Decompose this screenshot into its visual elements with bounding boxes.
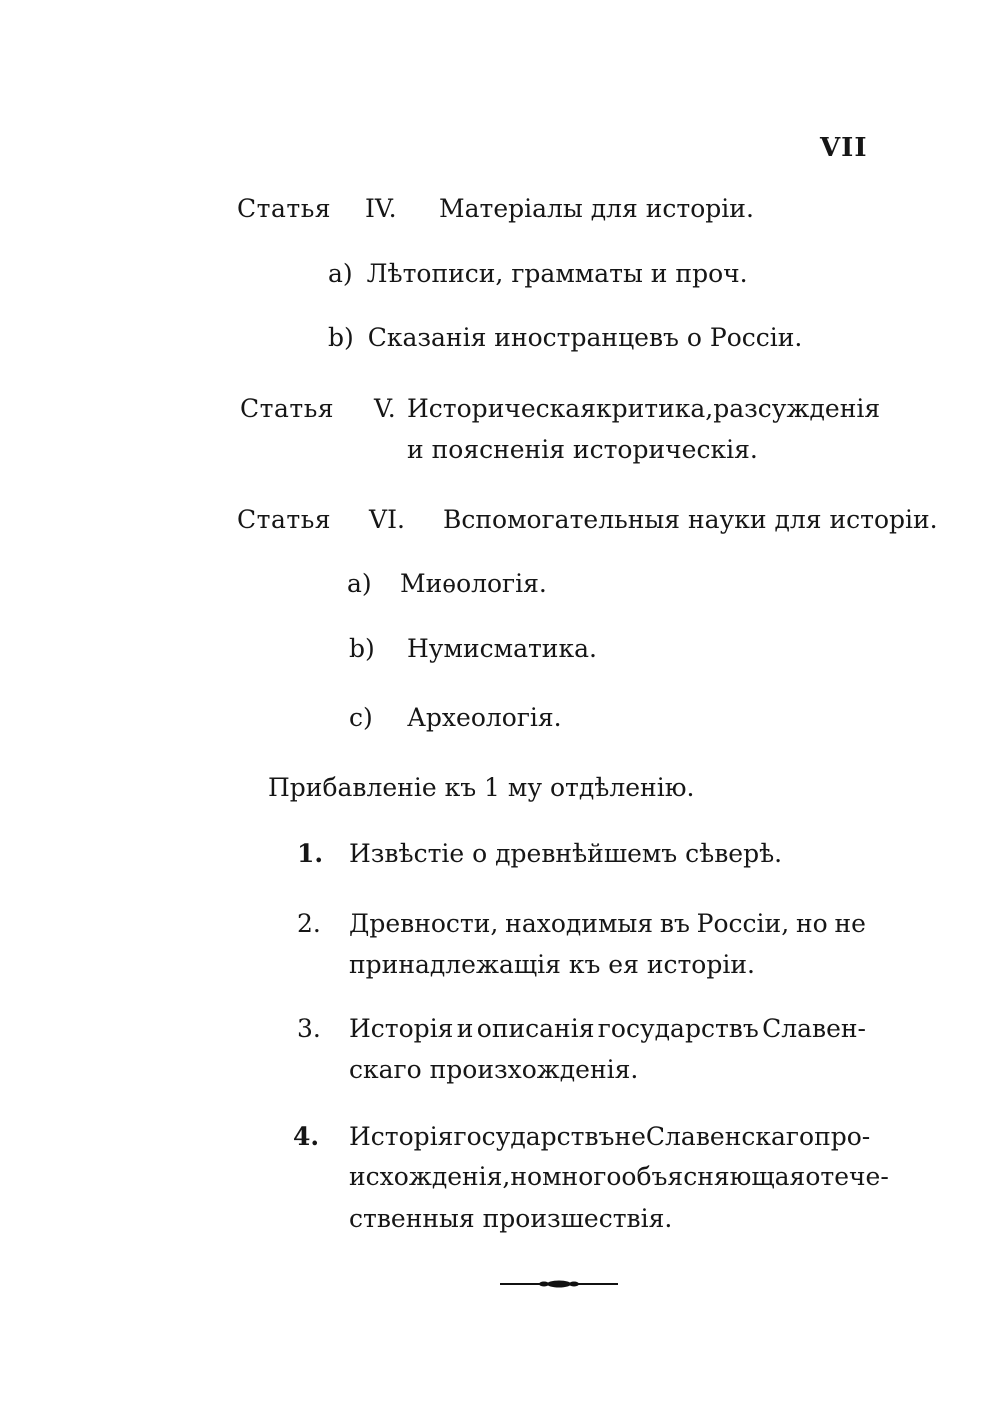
word: объясняющая [621,1162,806,1191]
list-item [328,323,802,353]
appendix-item-number: 1. [297,839,324,868]
item-marker: c) [349,703,373,732]
word: Историческая [407,394,596,423]
appendix-item-text-line3: ственныя произшествія. [349,1204,673,1233]
article-numeral: IV. [365,194,397,223]
article-label: Статья [237,194,332,223]
item-text: Сказанія иностранцевъ о Россіи. [367,323,803,352]
article-v-title-line2: и поясненія историческія. [407,435,758,464]
list-item [349,634,597,664]
word: Исторія [349,1122,454,1151]
item-text: Археологія. [407,703,562,732]
word: Исторія [349,1014,454,1043]
appendix-item-number: 3. [297,1014,321,1043]
appendix-item-text-line1 [349,1122,871,1152]
article-label: Статья [237,505,332,534]
word: государствъ [597,1014,759,1043]
list-item [328,259,748,289]
appendix-item-number: 2. [297,909,321,938]
list-item [347,569,547,599]
word: описанія [476,1014,595,1043]
article-v-title-line1 [407,394,881,424]
word: много [542,1162,622,1191]
item-marker: b) [349,634,375,663]
appendix-item-number: 4. [293,1122,320,1151]
word: но [510,1162,543,1191]
word: Славен- [762,1014,866,1043]
word: критика, [595,394,714,423]
word: Славенскаго [645,1122,815,1151]
article-label: Статья [240,394,335,423]
word: исхожденія, [349,1162,511,1191]
list-item [349,703,562,733]
word: разсужденія [713,394,881,423]
appendix-item-text: Извѣстіе о древнѣйшемъ сѣверѣ. [349,839,783,868]
word: про- [814,1122,871,1151]
word: Древности, [349,909,499,938]
appendix-item-text-line1 [349,1014,866,1044]
word: и [456,1014,474,1043]
item-text: Миѳологія. [400,569,547,598]
article-numeral: VI. [369,505,405,534]
word: отече- [805,1162,889,1191]
word: Россіи, [696,909,790,938]
word: въ [659,909,690,938]
ornament-divider [500,1277,618,1291]
word: государствъ [453,1122,615,1151]
word: находимыя [505,909,654,938]
article-vi-heading [237,505,938,535]
appendix-item-text-line2 [349,1162,889,1192]
article-title: Матеріалы для исторіи. [438,194,754,223]
item-marker: b) [328,323,354,352]
item-text: Лѣтописи, грамматы и проч. [366,259,748,288]
item-marker: a) [328,259,353,288]
article-numeral: V. [374,394,396,423]
word: не [834,909,866,938]
article-v-label [240,394,396,424]
word: не [614,1122,646,1151]
appendix-item-text-line1 [349,909,866,939]
appendix-heading: Прибавленіе къ 1 му отдѣленію. [268,773,695,802]
item-marker: a) [347,569,372,598]
appendix-item-text-line2: принадлежащія къ ея исторіи. [349,950,755,979]
article-title: Вспомогательныя науки для исторіи. [442,505,938,534]
page-number: VII [820,133,868,163]
word: но [795,909,828,938]
item-text: Нумисматика. [407,634,597,663]
appendix-item-text-line2: скаго произхожденія. [349,1055,639,1084]
article-iv-heading [237,194,754,224]
